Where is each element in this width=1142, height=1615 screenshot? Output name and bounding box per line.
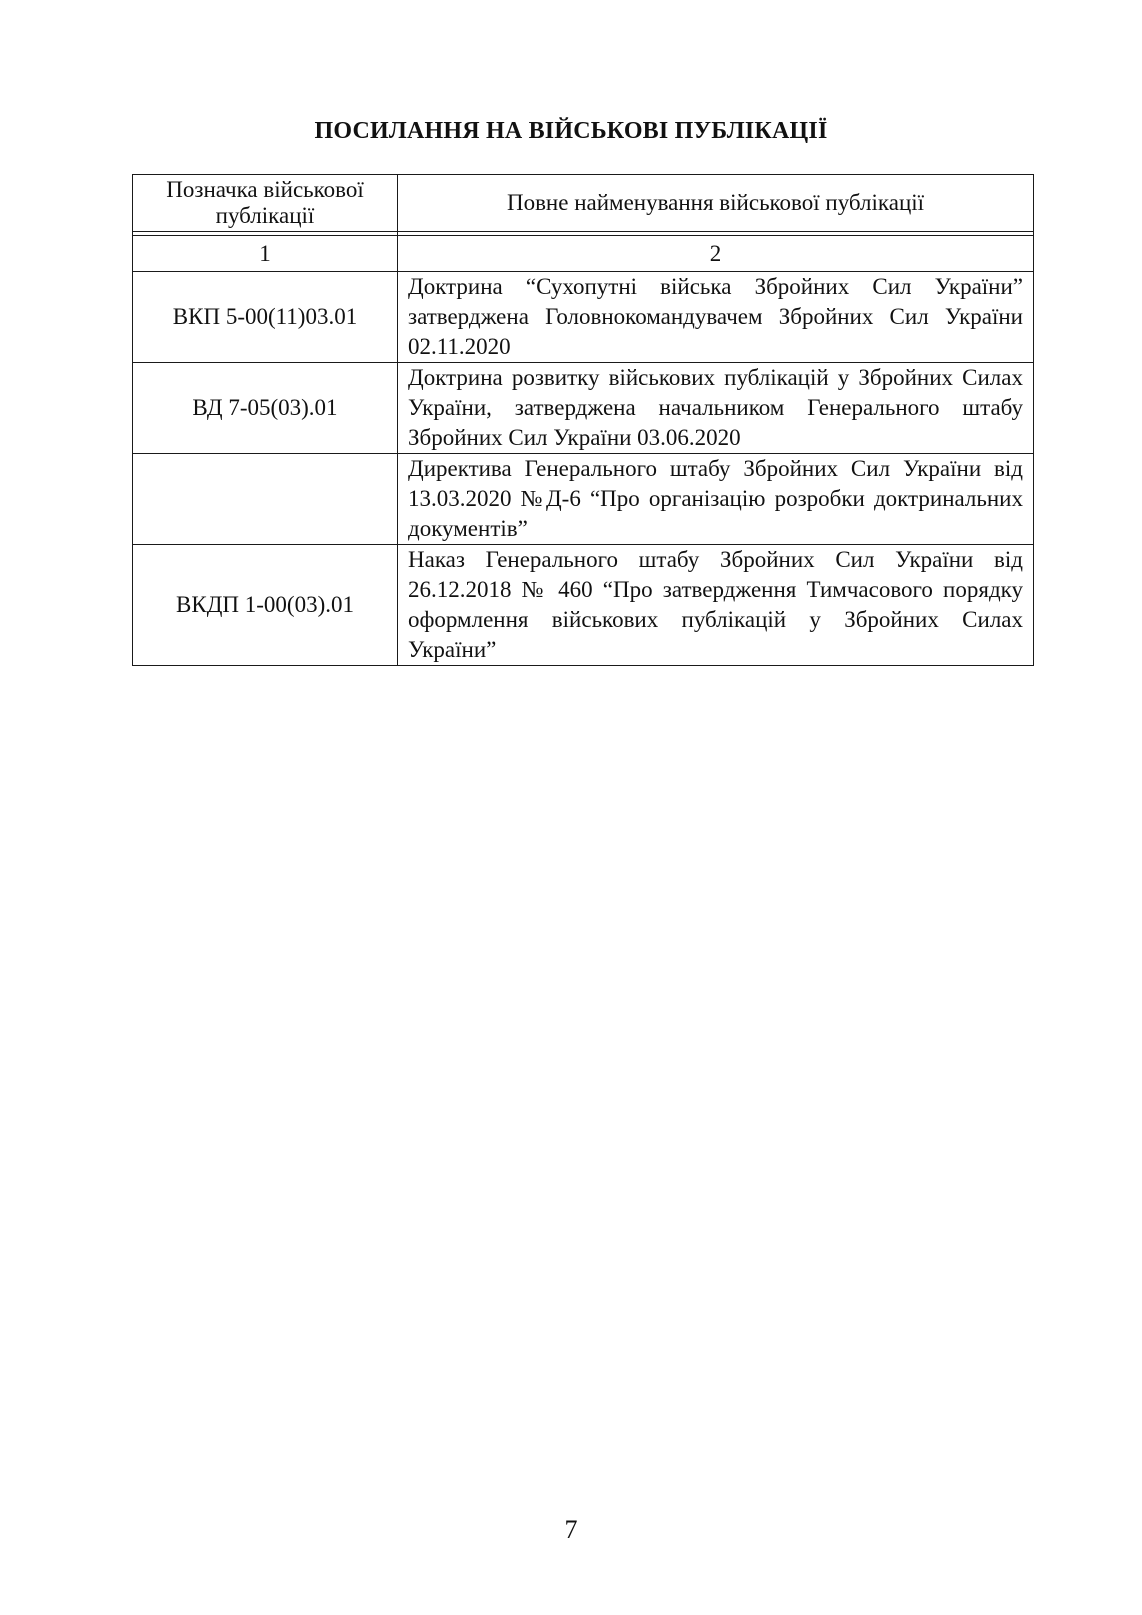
table-row xyxy=(133,454,1034,545)
column-number-row xyxy=(133,236,1034,272)
header-designation: Позначка військової публікації xyxy=(133,175,398,232)
header-full-name: Повне найменування військової публікації xyxy=(398,175,1034,232)
row-full-name: Доктрина “Сухопутні війська Збройних Сил України” затверджена Головнокомандувачем Збройних Сил України 02.11.2020 xyxy=(398,272,1034,363)
row-designation: ВКДП 1-00(03).01 xyxy=(133,545,398,666)
row-full-name: Наказ Генерального штабу Збройних Сил України від 26.12.2018 № 460 “Про затвердження Тимчасового порядку оформлення військових публікацій у Збройних Силах України” xyxy=(398,545,1034,666)
table-header-row xyxy=(133,175,1034,232)
row-designation: ВД 7-05(03).01 xyxy=(133,363,398,454)
row-full-name: Директива Генерального штабу Збройних Сил України від 13.03.2020 №Д-6 “Про організацію розробки доктринальних документів” xyxy=(398,454,1034,545)
page-number: 7 xyxy=(564,1515,578,1544)
table-row xyxy=(133,545,1034,666)
row-full-name: Доктрина розвитку військових публікацій у Збройних Силах України, затверджена начальником Генерального штабу Збройних Сил України 03.06.2020 xyxy=(398,363,1034,454)
references-table xyxy=(132,174,1034,666)
row-designation: ВКП 5-00(11)03.01 xyxy=(133,272,398,363)
row-designation xyxy=(133,454,398,545)
table-row xyxy=(133,272,1034,363)
column-number-2: 2 xyxy=(398,236,1034,272)
table-row xyxy=(133,363,1034,454)
page-title: ПОСИЛАННЯ НА ВІЙСЬКОВІ ПУБЛІКАЦІЇ xyxy=(314,118,828,144)
column-number-1: 1 xyxy=(133,236,398,272)
